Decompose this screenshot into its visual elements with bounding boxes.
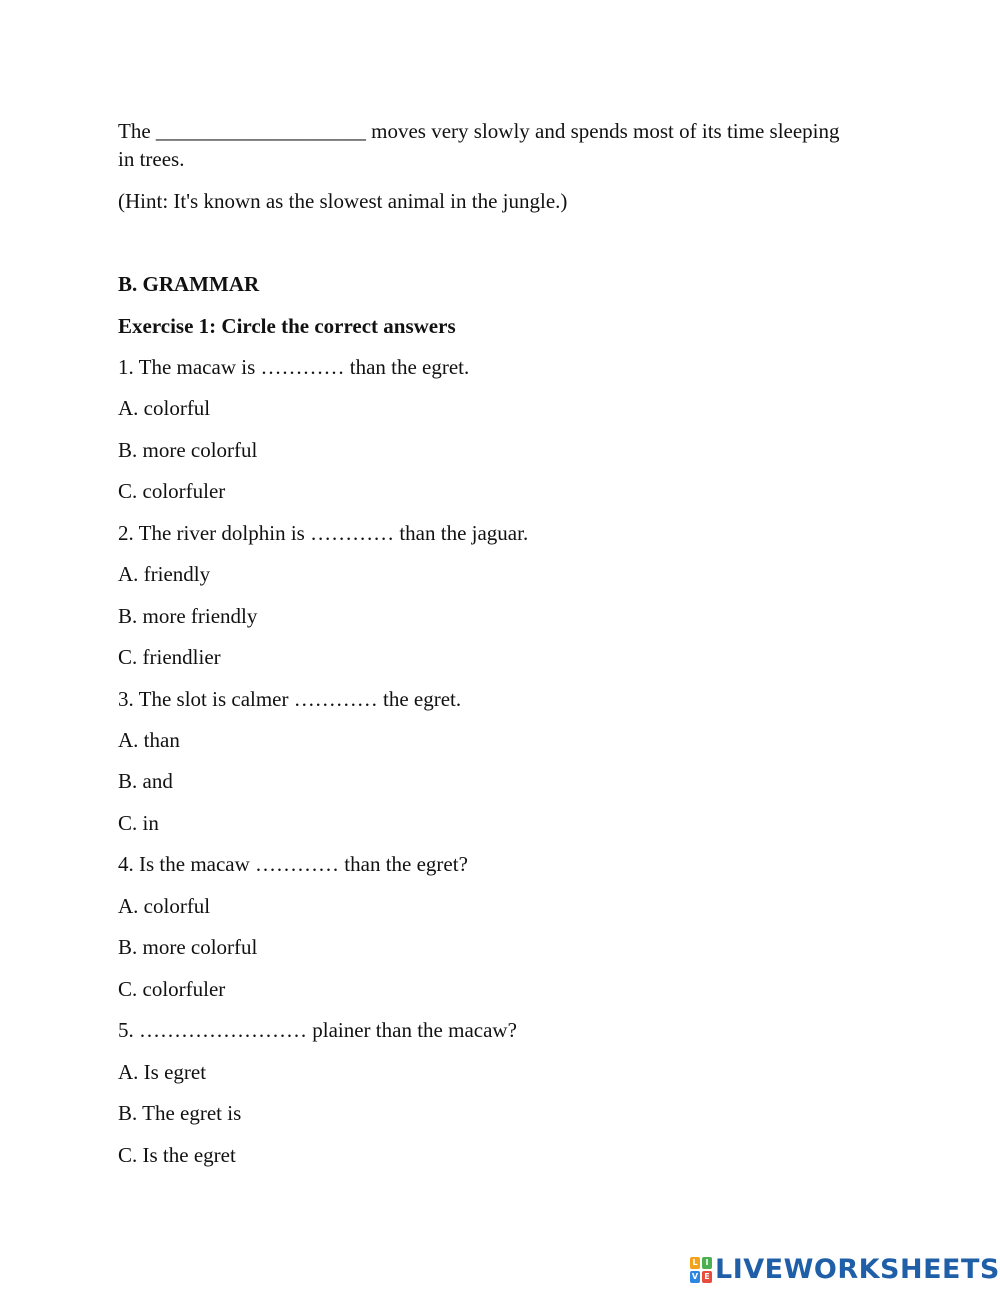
logo-mark-cell: V [691, 1272, 699, 1281]
answer-option[interactable]: B. more colorful [118, 438, 258, 462]
exercise-title: Exercise 1: Circle the correct answers [118, 314, 456, 338]
vocab-hint: (Hint: It's known as the slowest animal in the jungle.) [118, 189, 568, 213]
liveworksheets-logo [690, 1253, 1000, 1287]
answer-option[interactable]: A. Is egret [118, 1060, 207, 1084]
logo-text: LIVEWORKSHEETS [715, 1254, 1000, 1285]
question-stem: 1. The macaw is ………… than the egret. [118, 355, 470, 379]
question-stem: 4. Is the macaw ………… than the egret? [118, 852, 468, 876]
answer-option[interactable]: A. friendly [118, 562, 211, 586]
answer-option[interactable]: A. than [118, 728, 180, 752]
answer-option[interactable]: B. more colorful [118, 935, 258, 959]
answer-option[interactable]: C. in [118, 811, 159, 835]
section-title: B. GRAMMAR [118, 272, 260, 296]
answer-option[interactable]: A. colorful [118, 894, 211, 918]
answer-option[interactable]: A. colorful [118, 396, 211, 420]
liveworksheets-logo-icon [690, 1257, 712, 1283]
answer-option[interactable]: B. The egret is [118, 1101, 242, 1125]
answer-option[interactable]: B. and [118, 769, 173, 793]
answer-option[interactable]: C. colorfuler [118, 977, 226, 1001]
answer-option[interactable]: C. Is the egret [118, 1143, 236, 1167]
logo-mark-cell: E [702, 1271, 712, 1283]
vocab-sentence: The ____________________ moves very slowly and spends most of its time sleeping in trees. [118, 119, 840, 171]
logo-mark-cell: I [702, 1257, 712, 1269]
answer-option[interactable]: B. more friendly [118, 604, 258, 628]
question-stem: 2. The river dolphin is ………… than the jaguar. [118, 521, 529, 545]
question-stem: 5. …………………… plainer than the macaw? [118, 1018, 517, 1042]
answer-option[interactable]: C. friendlier [118, 645, 221, 669]
logo-mark-cell: L [690, 1257, 700, 1269]
question-stem: 3. The slot is calmer ………… the egret. [118, 687, 462, 711]
answer-option[interactable]: C. colorfuler [118, 479, 226, 503]
